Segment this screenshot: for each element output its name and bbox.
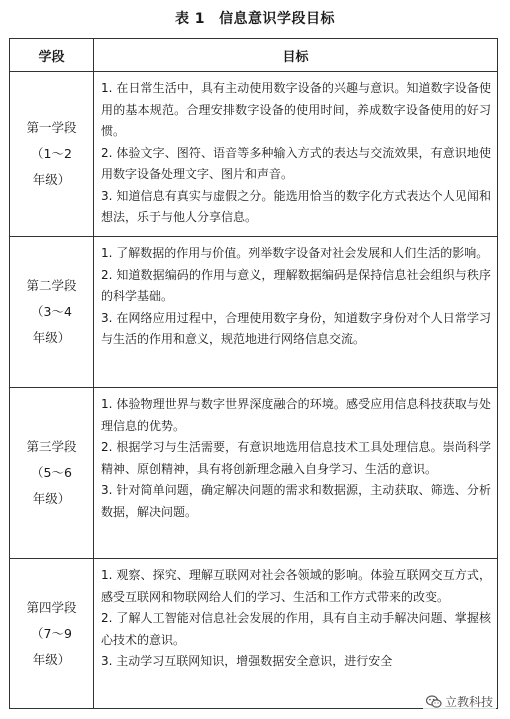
table-row (10, 237, 498, 388)
stage-cell (10, 388, 94, 559)
goal-item: 3. 主动学习互联网知识，增强数据安全意识，进行安全 (101, 654, 393, 668)
goal-item: 3. 针对简单问题，确定解决问题的需求和数据源，主动获取、筛选、分析数据，解决问题。 (101, 483, 491, 519)
goal-item: 2. 体验文字、图符、语音等多种输入方式的表达与交流效果，有意识地使用数字设备处理文字、图片和声音。 (101, 145, 491, 181)
goals-cell (94, 559, 498, 709)
table-row (10, 72, 498, 237)
stage-range: （3～4 (31, 304, 72, 319)
stage-cell (10, 72, 94, 237)
stage-name: 第三学段 (26, 439, 77, 454)
stage-range: （5～6 (31, 465, 72, 480)
stage-grade: 年级） (32, 330, 71, 345)
watermark-text: 立教科技 (444, 695, 493, 709)
stage-name: 第一学段 (26, 120, 77, 135)
goals-column-header: 目标 (94, 39, 498, 72)
goal-item: 1. 体验物理世界与数字世界深度融合的环境。感受应用信息科技获取与处理信息的优势。 (101, 397, 491, 433)
goal-item: 2. 根据学习与生活需要，有意识地选用信息技术工具处理信息。崇尚科学精神、原创精神，具有将创新理念融入自身学习、生活的意识。 (101, 440, 491, 476)
stage-cell (10, 559, 94, 709)
goals-cell (94, 72, 498, 237)
table-caption (0, 8, 510, 28)
goal-item: 1. 观察、探究、理解互联网对社会各领域的影响。体验互联网交互方式，感受互联网和物联网给人们的学习、生活和工作方式带来的改变。 (101, 568, 491, 604)
stage-name: 第四学段 (26, 599, 77, 615)
table-header-row (10, 39, 498, 72)
table-row (10, 559, 498, 709)
table-number: 表 1 (174, 11, 206, 27)
stage-range: （7～9 (31, 625, 72, 641)
stage-cell (10, 237, 94, 388)
watermark (423, 692, 496, 711)
goals-table (9, 38, 498, 709)
goal-item: 2. 知道数据编码的作用与意义，理解数据编码是保持信息社会组织与秩序的科学基础。 (101, 267, 491, 303)
stage-grade: 年级） (32, 491, 71, 506)
stage-name: 第二学段 (26, 278, 77, 293)
stage-grade: 年级） (32, 651, 71, 667)
goal-item: 1. 了解数据的作用与价值。列举数字设备对社会发展和人们生活的影响。 (101, 246, 489, 260)
wechat-icon (426, 695, 442, 709)
table-title: 信息意识学段目标 (219, 11, 336, 27)
stage-grade: 年级） (32, 172, 71, 187)
goal-item: 2. 了解人工智能对信息社会发展的作用，具有自主动手解决问题、掌握核心技术的意识。 (101, 611, 491, 647)
goals-cell (94, 388, 498, 559)
table-row (10, 388, 498, 559)
goals-cell (94, 237, 498, 388)
goal-item: 3. 知道信息有真实与虚假之分。能选用恰当的数字化方式表达个人见闻和想法，乐于与他人分享信息。 (101, 188, 491, 224)
stage-range: （1～2 (31, 146, 72, 161)
goal-item: 3. 在网络应用过程中，合理使用数字身份，知道数字身份对个人日常学习与生活的作用和意义，规范地进行网络信息交流。 (101, 310, 491, 346)
stage-column-header: 学段 (10, 39, 94, 72)
goal-item: 1. 在日常生活中，具有主动使用数字设备的兴趣与意识。知道数字设备使用的基本规范。合理安排数字设备的使用时间，养成数字设备使用的好习惯。 (101, 81, 491, 138)
